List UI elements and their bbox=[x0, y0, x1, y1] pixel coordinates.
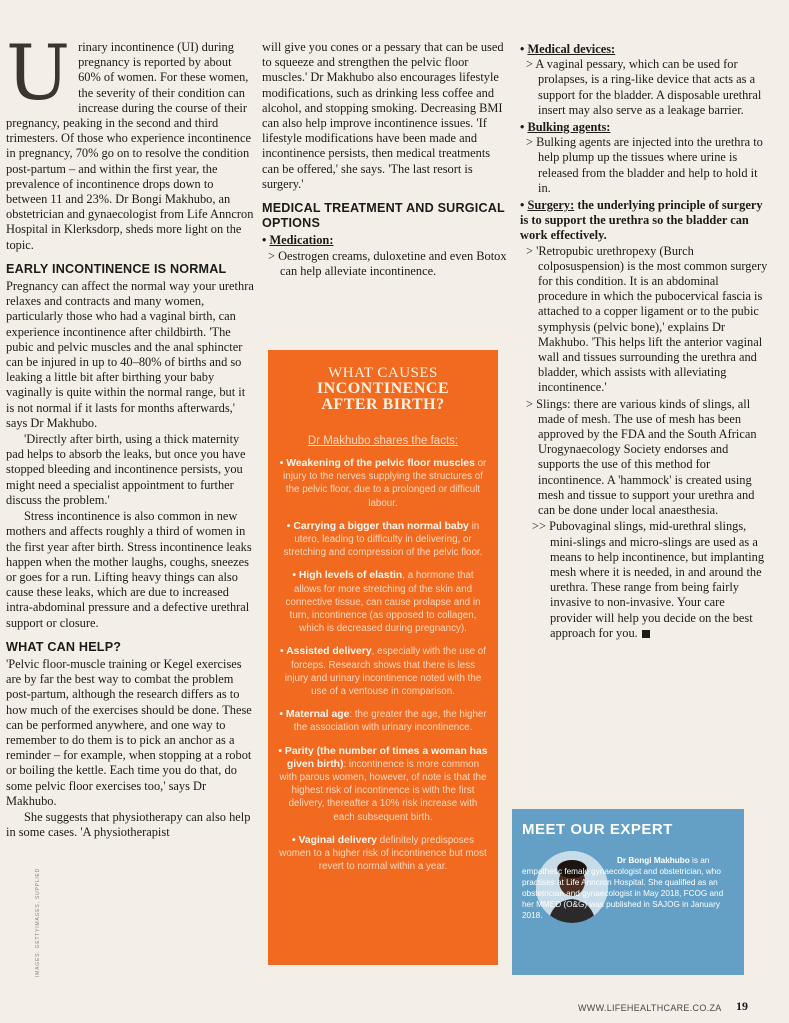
bullet-medical-devices: • Medical devices: bbox=[520, 42, 616, 56]
bullet-bulking-agents: • Bulking agents: bbox=[520, 120, 611, 135]
paragraph: 'Directly after birth, using a thick maternity pad helps to absorb the leaks, but once you have stopped bleeding and incontinence persists, you might need a specialist appointment to further discuss the problem.' bbox=[6, 432, 246, 507]
drop-cap: U bbox=[6, 28, 71, 117]
meet-our-expert-box bbox=[512, 809, 744, 975]
sub-sub-text: >> Pubovaginal slings, mid-urethral slings, mini-slings and micro-slings are used as a means to help incontinence, but implanting mesh where it is needed, in and around the urethra. These range from being fairly invasive to non-invasive. Your care provider will help you decide on the best approach for you. bbox=[532, 519, 765, 640]
sidebar-intro: Dr Makhubo shares the facts: bbox=[307, 435, 459, 447]
heading-early-incontinence: EARLY INCONTINENCE IS NORMAL bbox=[6, 261, 227, 276]
end-mark-icon bbox=[642, 630, 650, 638]
sidebar-title bbox=[268, 365, 498, 413]
sidebar-item-bold: • Maternal age bbox=[279, 709, 350, 721]
bullet-medication: • Medication: bbox=[262, 233, 334, 248]
heading-what-can-help: WHAT CAN HELP? bbox=[6, 639, 122, 654]
sidebar-item bbox=[268, 520, 498, 560]
sidebar-item-bold: • High levels of elastin bbox=[292, 570, 403, 582]
sub-item: > Slings: there are various kinds of slings, all made of mesh. The use of mesh has been approved by the FDA and the South African Urogynaecology Society endorses and supports the use of this method for incontinence. A 'hammock' is created using mesh and tissue to support your urethra and can be done under local anaesthesia. bbox=[526, 396, 757, 518]
bullet-label: Medical devices: bbox=[527, 42, 616, 56]
sidebar-item-text: : the greater the age, the higher the association with urinary incontinence. bbox=[293, 709, 487, 734]
expert-name: Dr Bongi Makhubo bbox=[617, 856, 690, 865]
sidebar-item-bold: • Parity (the number of times a woman has given birth) bbox=[278, 745, 488, 770]
sub-sub-item bbox=[520, 519, 768, 641]
paragraph: 'Pelvic floor-muscle training or Kegel exercises are by far the best way to combat the problem post-partum, although the research differs as to how much of the exercises should be done. These can be performed anywhere, and one way to remember to do them is to pick an anchor as a reminder – for example, when stopping at a robot or boiling the kettle. Each time you do that, do some pelvic floor exercises too,' says Dr Makhubo. bbox=[6, 656, 252, 808]
causes-sidebar bbox=[268, 350, 498, 965]
sidebar-item-text: definitely predisposes women to a higher risk of incontinence but most revert to normal within a year. bbox=[279, 834, 487, 873]
sidebar-item-text: in utero, leading to difficulty in delivering, or stretching and compression of the pelvic floor. bbox=[283, 520, 483, 559]
sidebar-title-line: INCONTINENCE bbox=[316, 380, 450, 397]
expert-bio bbox=[522, 855, 736, 921]
sidebar-title-line: WHAT CAUSES bbox=[328, 365, 438, 381]
image-credit: IMAGES: GETTYIMAGES, SUPPLIED bbox=[35, 867, 41, 977]
paragraph: She suggests that physiotherapy can also help in some cases. 'A physiotherapist bbox=[6, 809, 251, 840]
column-1 bbox=[6, 28, 254, 841]
sidebar-item-text: or injury to the nerves supplying the structures of the pelvic floor, due to a prolonged or difficult labour. bbox=[283, 458, 487, 509]
sidebar-item-bold: • Carrying a bigger than normal baby bbox=[286, 520, 469, 532]
sidebar-item-text: , especially with the use of forceps. Research shows that there is less injury and urinary incontinence noted with the use of a ventouse in comparison. bbox=[284, 646, 486, 698]
bullet-surgery: • Surgery: the underlying principle of surgery is to support the urethra so the bladder can work effectively. bbox=[520, 198, 763, 243]
bullet-label: Medication: bbox=[269, 233, 334, 248]
column-3 bbox=[520, 40, 768, 642]
sidebar-item bbox=[268, 569, 498, 635]
sidebar-item-bold: • Assisted delivery bbox=[280, 646, 372, 658]
sidebar-item bbox=[268, 457, 498, 510]
expert-title: MEET OUR EXPERT bbox=[522, 821, 673, 838]
paragraph: will give you cones or a pessary that can be used to squeeze and strengthen the pelvic floor muscles.' Dr Makhubo also encourages lifestyle modifications, such as drinking less coffee and alcohol, and stopping smoking. Decreasing BMI can also help improve incontinence issues. 'If lifestyle modifications have been made and incontinence persists, then medical treatments can be offered,' she says. 'The last resort is surgery.' bbox=[262, 40, 504, 191]
bullet-text: the underlying principle of surgery is to support the urethra so the bladder can work effectively. bbox=[520, 198, 763, 243]
sidebar-item-text: : incontinence is more common with parous women, however, of note is that the highest risk of incontinence is with the first delivery, thereafter a 10% risk increase with each subsequent birth. bbox=[279, 758, 487, 823]
page-number: 19 bbox=[736, 999, 748, 1013]
sub-item: > A vaginal pessary, which can be used for prolapses, is a ring-like device that acts as a support for the bladder. A disposable urethral insert may also serve as a leakage barrier. bbox=[526, 57, 762, 117]
sidebar-item-bold: • Vaginal delivery bbox=[291, 834, 378, 846]
sub-item: > Bulking agents are injected into the urethra to help plump up the tissues where urine is released from the bladder and help to hold it in. bbox=[526, 135, 763, 195]
sidebar-item-bold: • Weakening of the pelvic floor muscles bbox=[279, 458, 475, 469]
intro-paragraph: rinary incontinence (UI) during pregnancy is reported by about 60% of women. For these women, the severity of their condition can increase during the course of their pregnancy, peaking in the second and third trimesters. Of those who experience incontinence in pregnancy, 70% go on to resolve the condition post-partum – and within the first year, the prevalence of incontinence drops down to between 11 and 23%. Dr Bongi Makhubo, an obstetrician and gynaecologist from Life Anncron Hospital in Klerksdorp, sheds more light on the topic. bbox=[6, 40, 254, 252]
bullet-label: Surgery: bbox=[527, 198, 575, 213]
sidebar-item bbox=[268, 645, 498, 698]
sidebar-item bbox=[268, 708, 498, 734]
sub-item: > 'Retropubic urethropexy (Burch colposuspension) is the most common surgery for this condition. It is an abdominal procedure in which the pubocervical fascia is attached to a copper ligament or to the pubic symphysis (pelvic bone),' explains Dr Makhubo. 'This helps lift the anterior vaginal wall and tissues surrounding the urethra and bladder, which assists with alleviating incontinence.' bbox=[526, 243, 768, 395]
sidebar-item bbox=[268, 834, 498, 874]
expert-bio-text: is an empathetic female gynaecologist and obstetrician, who practises at Life Anncron Hospital. She qualified as an obstetrician and gynaecologist in May 2018, FCOG and her MMED (O&G) was published in SAJOG in January 2018. bbox=[522, 856, 724, 920]
sidebar-title-line: AFTER BIRTH? bbox=[321, 396, 445, 413]
footer-url: WWW.LIFEHEALTHCARE.CO.ZA bbox=[578, 1003, 722, 1013]
heading-medical-treatment: MEDICAL TREATMENT AND SURGICAL OPTIONS bbox=[262, 201, 505, 231]
paragraph: Stress incontinence is also common in new mothers and affects roughly a third of women in the first year after birth. Stress incontinence leaks happen when the mother laughs, coughs, sneezes or goes for a run. Lifting heavy things can also cause these leaks, which are due to increased intra-abdominal pressure and a defective urethral support or closure. bbox=[6, 509, 252, 630]
sub-item: > Oestrogen creams, duloxetine and even Botox can help alleviate incontinence. bbox=[268, 248, 507, 278]
sidebar-item-text: , a hormone that allows for more stretching of the skin and connective tissue, can cause prolapse and in turn, incontinence (as opposed to collagen, which is decreased during pregnancy). bbox=[285, 570, 481, 635]
sidebar-item bbox=[268, 745, 498, 824]
paragraph: Pregnancy can affect the normal way your urethra relaxes and contracts and many women, particularly those who had a vaginal birth, can experience incontinence after childbirth. 'The pubic and pelvic muscles and the anal sphincter can be injured in up to 40–80% of births and so leaking a little bit after birthing your baby vaginally is quite within the normal range, but it is not normal if it lasts for months afterwards,' says Dr Makhubo. bbox=[6, 279, 254, 430]
bullet-label: Bulking agents: bbox=[527, 120, 611, 135]
column-2 bbox=[262, 40, 508, 280]
